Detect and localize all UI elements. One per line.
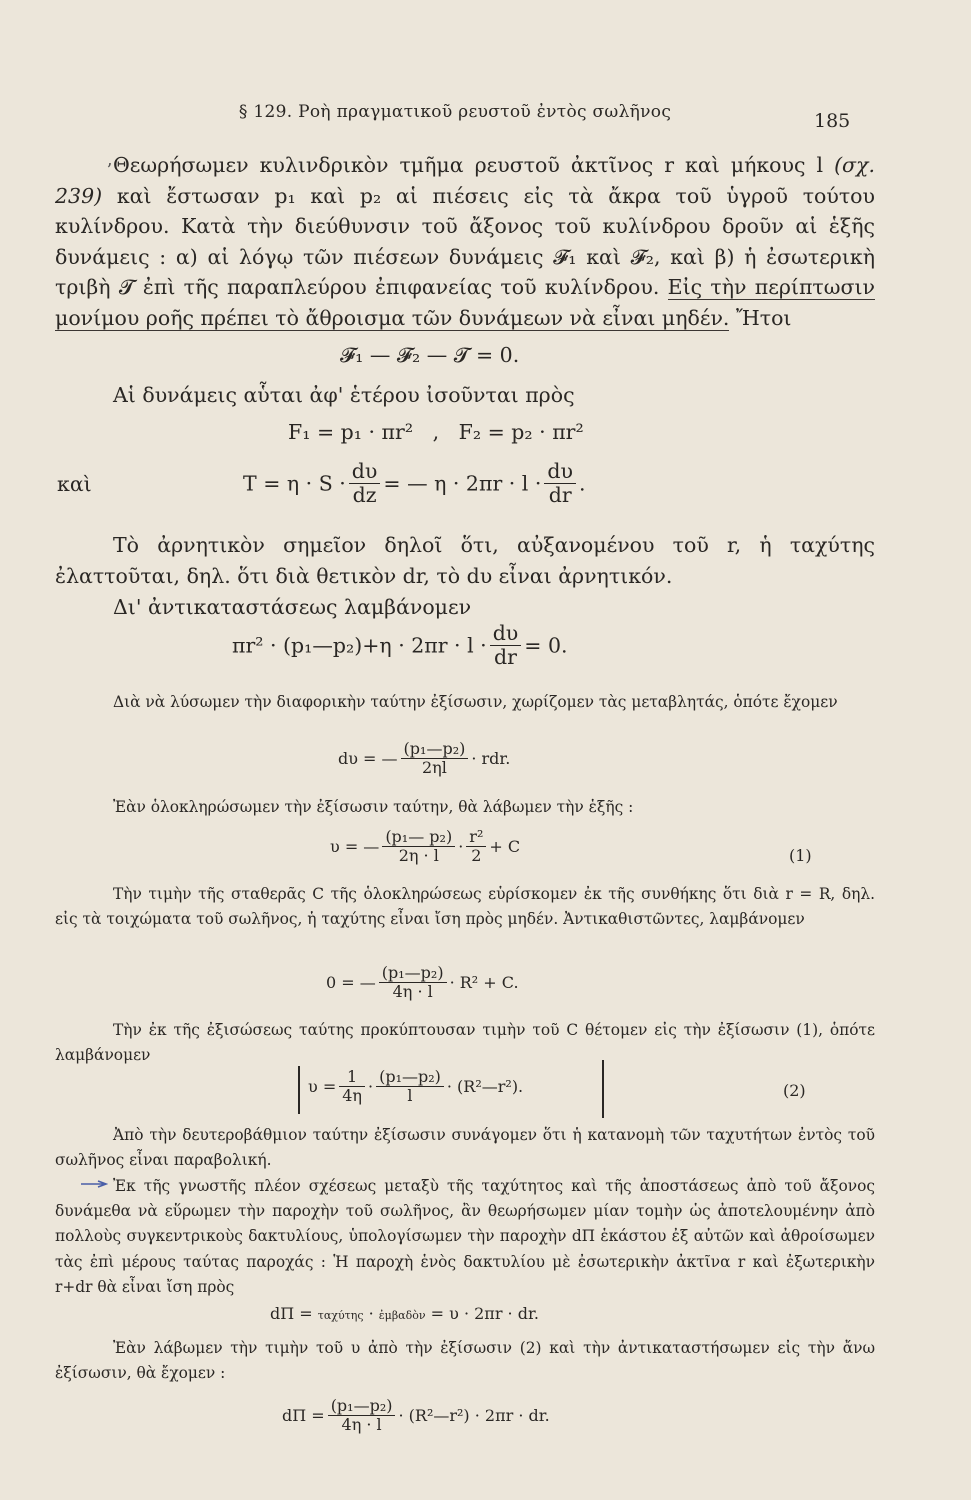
paragraph-separate-variables	[55, 690, 875, 715]
frac-num: (p₁—p₂)	[379, 1067, 441, 1086]
eq-du-lhs: dυ = —	[338, 749, 398, 768]
equation-F: F₁ = p₁ · πr² , F₂ = p₂ · πr²	[288, 420, 584, 444]
line-forces	[55, 380, 875, 411]
box-bar-left	[298, 1066, 300, 1114]
paragraph-negative-sign	[55, 530, 875, 591]
eq-final-rhs: · (R²—r²) · 2πr · dr.	[398, 1406, 550, 1425]
equation-T	[57, 460, 586, 507]
equation-2	[308, 1068, 523, 1105]
eq-final-lhs: dΠ =	[282, 1406, 325, 1425]
equation-final	[282, 1397, 550, 1434]
eq2-mid: ·	[367, 1077, 374, 1096]
line-substitution	[55, 592, 875, 623]
figure-reference: (σχ. 239)	[55, 153, 875, 208]
para-substitute-text: Τὴν ἐκ τῆς ἐξισώσεως ταύτης προκύπτουσαν τιμὴν τοῦ C θέτομεν εἰς τὴν ἐξίσωσιν (1), ὁπότε λαμβάνομεν	[55, 1021, 875, 1065]
eq-T-label: καὶ	[57, 471, 92, 496]
frac-num: (p₁—p₂)	[381, 963, 444, 982]
equation-number-1: (1)	[789, 846, 812, 865]
eq-dPi-word1: ταχύτης	[317, 1309, 364, 1322]
frac-num: (p₁—p₂)	[403, 739, 466, 758]
frac-den: dr	[544, 483, 576, 508]
para-parabolic-text: Ἀπὸ τὴν δευτεροβάθμιον ταύτην ἐξίσωσιν συνάγομεν ὅτι ἡ κατανομὴ τῶν ταχυτήτων ἐντὸς τοῦ σωλῆνος εἶναι παραβολική.	[55, 1126, 875, 1170]
eq-du-rhs: · rdr.	[471, 749, 511, 768]
pencil-mark-icon: ʼ	[106, 160, 112, 181]
paragraph-discharge	[55, 1174, 875, 1300]
frac-den: 4η · l	[379, 982, 447, 1001]
fraction-eq2-b	[376, 1068, 444, 1105]
frac-den: dz	[349, 483, 381, 508]
paragraph-intro	[55, 150, 875, 334]
frac-num: dυ	[351, 459, 378, 483]
eq1-rhs: + C	[489, 837, 521, 856]
eq2-lhs: υ =	[308, 1077, 337, 1096]
eq-dPi-rhs: = υ · 2πr · dr.	[430, 1304, 539, 1323]
equation-du	[338, 740, 510, 777]
box-bar-right	[602, 1060, 604, 1118]
para-discharge-text: Ἐκ τῆς γνωστῆς πλέον σχέσεως μεταξὺ τῆς ταχύτητος καὶ τῆς ἀποστάσεως ἀπὸ τοῦ ἄξονος δυνάμεθα νὰ εὕρωμεν τὴν παροχὴν τοῦ σωλῆνος, ἂν θεωρήσωμεν μίαν τομὴν ὡς ἀποτελουμένην ἀπὸ πολλοὺς συγκεντρικοὺς δακτυλίους, ὑπολογίσωμεν τὴν παροχὴν dΠ ἑκάστου ἐξ αὐτῶν καὶ ἀθροίσωμεν τὰς ἐπὶ μέρους ταύτας παροχάς : Ἡ παροχὴ ἑνὸς δακτυλίου μὲ ἐσωτερικὴν ἀκτῖνα r καὶ ἐξωτερικὴν r+dr θὰ εἶναι ἴση πρὸς	[55, 1177, 875, 1296]
paragraph-substitute-C	[55, 1018, 875, 1068]
eq2-rhs: · (R²—r²).	[446, 1077, 524, 1096]
eq1-lhs: υ = —	[330, 837, 380, 856]
eq-T-end: .	[578, 471, 586, 496]
intro-text-cont: καὶ ἔστωσαν p₁ καὶ p₂ αἱ πιέσεις εἰς τὰ ἄκρα τοῦ ὑγροῦ τούτου κυλίνδρου. Κατὰ τὴν διεύθυνσιν τοῦ ἄξονος τοῦ κυλίνδρου δροῦν αἱ ἑξῆς δυνάμεις : α) αἱ λόγῳ τῶν πιέσεων δυνάμεις 𝓕₁ καὶ 𝓕₂, καὶ β) ἡ ἐσωτερικὴ τριβὴ 𝓣 ἐπὶ τῆς παραπλεύρου ἐπιφανείας τοῦ κυλίνδρου.	[55, 183, 875, 300]
eq-T-mid: = — η · 2πr · l ·	[383, 471, 542, 496]
eq-subst-lhs: πr² · (p₁—p₂)+η · 2πr · l ·	[232, 633, 487, 658]
eq-dPi-word2: ἐμβαδὸν	[378, 1309, 426, 1322]
equation-zero	[326, 964, 519, 1001]
frac-den: 2ηl	[401, 758, 469, 777]
fraction-dv-dz	[349, 460, 381, 507]
fraction-dv-dr	[544, 460, 576, 507]
line-substitution-text: Δι' ἀντικαταστάσεως λαμβάνομεν	[113, 595, 472, 619]
frac-num: (p₁— p₂)	[385, 827, 453, 846]
fraction-dv-dr-2	[490, 622, 522, 669]
para-separate-text: Διὰ νὰ λύσωμεν τὴν διαφορικὴν ταύτην ἐξίσωσιν, χωρίζομεν τὰς μεταβλητάς, ὁπότε ἔχομεν	[113, 693, 838, 711]
equation-number-2: (2)	[783, 1081, 806, 1100]
frac-den: 2	[466, 846, 486, 865]
frac-num: dυ	[547, 459, 573, 483]
running-header: § 129. Ροὴ πραγματικοῦ ρευστοῦ ἐντὸς σωλῆνος	[238, 102, 672, 122]
equation-1	[330, 828, 520, 865]
eq-zero-lhs: 0 = —	[326, 973, 376, 992]
frac-num: r²	[469, 827, 484, 846]
fraction-eq1-a	[382, 828, 455, 865]
frac-den: 4η	[339, 1086, 365, 1105]
eq1-mid: ·	[458, 837, 464, 856]
paragraph-integrate	[55, 795, 875, 820]
frac-den: 2η · l	[382, 846, 455, 865]
eq-subst-rhs: = 0.	[524, 633, 568, 658]
frac-num: 1	[347, 1067, 358, 1086]
equation-force-sum: 𝓕₁ — 𝓕₂ — 𝓣 = 0.	[340, 343, 520, 367]
frac-num: (p₁—p₂)	[330, 1396, 393, 1415]
intro-tail: Ἤτοι	[729, 305, 792, 330]
underlined-statement: Εἰς τὴν περίπτωσιν μονίμου ροῆς πρέπει τὸ ἄθροισμα τῶν δυνάμεων νὰ εἶναι μηδέν.	[55, 275, 875, 330]
eq-T-lhs: T = η · S ·	[243, 471, 346, 496]
page-number: 185	[814, 110, 851, 132]
fraction-du	[401, 740, 469, 777]
para-negative-sign-text: Τὸ ἀρνητικὸν σημεῖον δηλοῖ ὅτι, αὐξανομένου τοῦ r, ἡ ταχύτης ἐλαττοῦται, δηλ. ὅτι διὰ θετικὸν dr, τὸ dυ εἶναι ἀρνητικόν.	[55, 533, 875, 588]
eq-dPi-dot: ·	[368, 1304, 374, 1323]
eq-dPi-lhs: dΠ =	[270, 1304, 313, 1323]
line-forces-text: Αἱ δυνάμεις αὗται ἀφ' ἑτέρου ἰσοῦνται πρὸς	[113, 383, 575, 407]
para-constant-text: Τὴν τιμὴν τῆς σταθερᾶς C τῆς ὁλοκληρώσεως εὑρίσκομεν ἐκ τῆς συνθήκης ὅτι διὰ r = R, δηλ. εἰς τὰ τοιχώματα τοῦ σωλῆνος, ἡ ταχύτης εἶναι ἴση πρὸς μηδέν. Ἀντικαθιστῶντες, λαμβάνομεν	[55, 885, 875, 929]
eq-zero-rhs: · R² + C.	[449, 973, 519, 992]
para-integrate-text: Ἐὰν ὁλοκληρώσωμεν τὴν ἐξίσωσιν ταύτην, θὰ λάβωμεν τὴν ἑξῆς :	[113, 798, 634, 816]
equation-substitution	[232, 622, 568, 669]
fraction-eq2-a	[339, 1068, 365, 1105]
frac-den: 4η · l	[328, 1415, 396, 1434]
frac-den: dr	[490, 645, 522, 670]
paragraph-constant	[55, 882, 875, 932]
fraction-eq1-b	[466, 828, 486, 865]
equation-dPi	[270, 1304, 539, 1323]
intro-text: Θεωρήσωμεν κυλινδρικὸν τμῆμα ρευστοῦ ἀκτῖνος r καὶ μήκους l	[113, 153, 835, 177]
paragraph-final	[55, 1336, 875, 1386]
frac-num: dυ	[492, 621, 519, 645]
paragraph-parabolic	[55, 1123, 875, 1173]
fraction-eq-zero	[379, 964, 447, 1001]
frac-den: l	[376, 1086, 444, 1105]
fraction-eq-final	[328, 1397, 396, 1434]
para-final-text: Ἐὰν λάβωμεν τὴν τιμὴν τοῦ υ ἀπὸ τὴν ἐξίσωσιν (2) καὶ τὴν ἀντικαταστήσωμεν εἰς τὴν ἄνω ἐξίσωσιν, θὰ ἔχομεν :	[55, 1339, 875, 1383]
